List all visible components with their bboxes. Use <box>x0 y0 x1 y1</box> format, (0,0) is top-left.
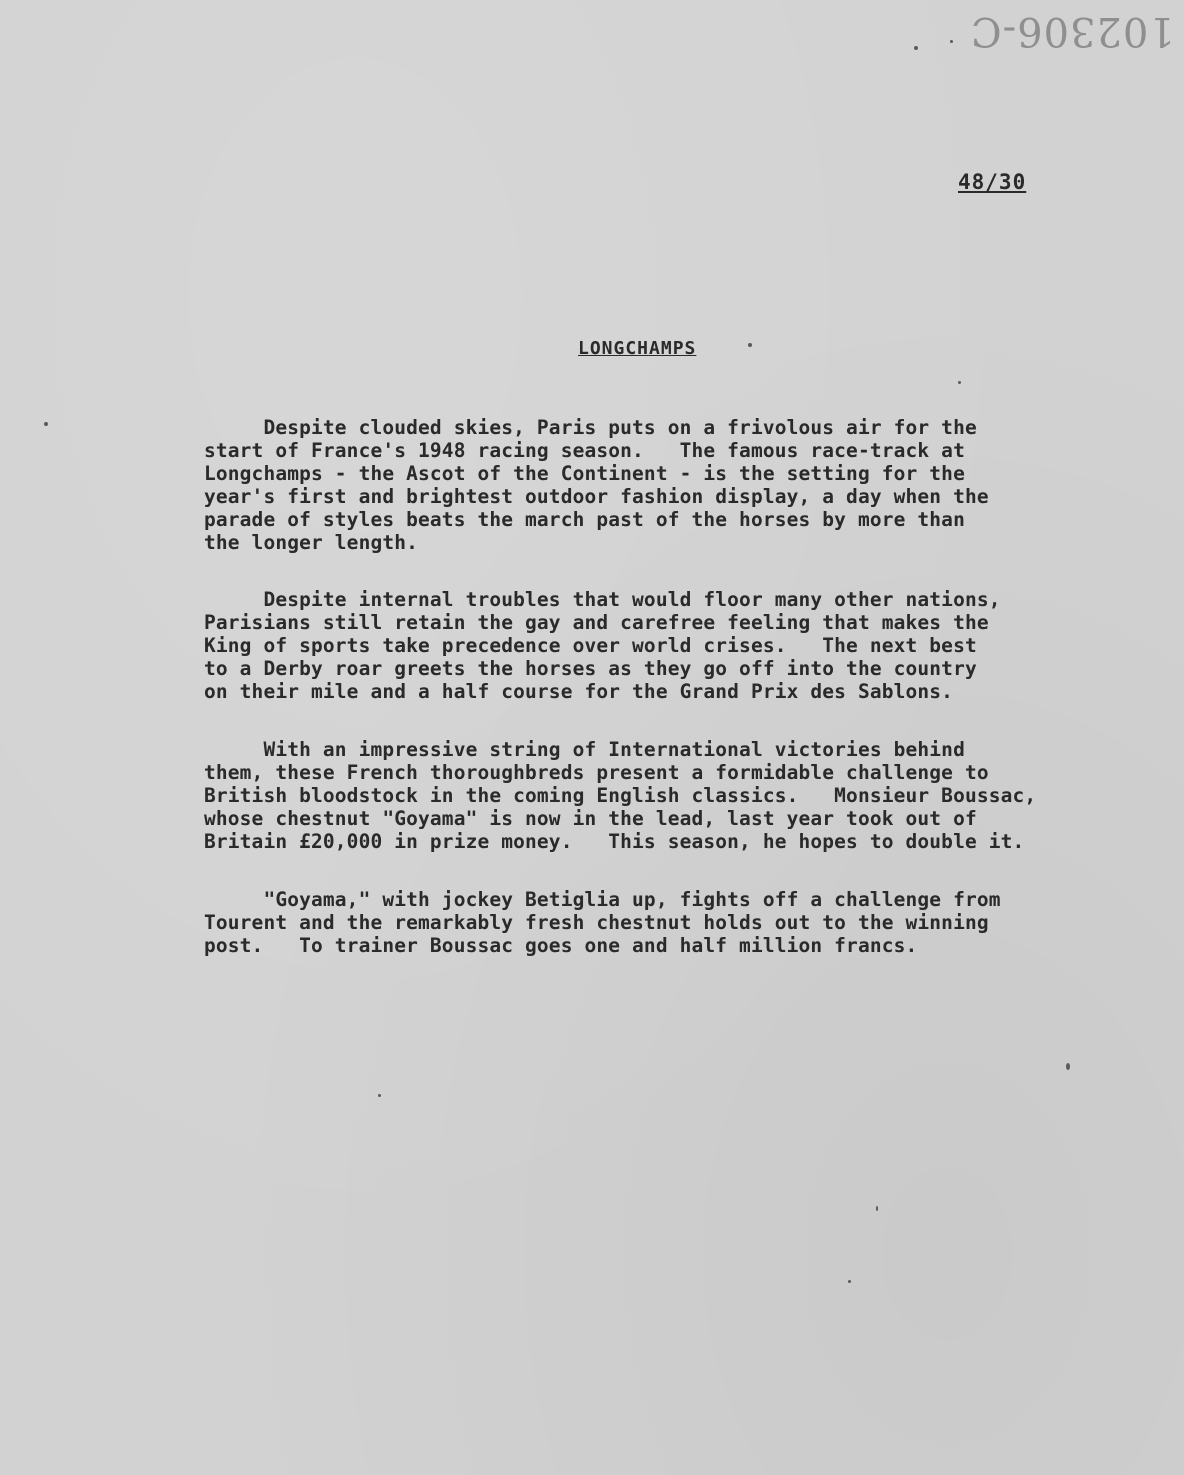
paper-speck <box>44 422 48 426</box>
paragraph-4: "Goyama," with jockey Betiglia up, fights off a challenge from Tourent and the remarkably fresh chestnut holds out to the winning post. To trainer Boussac goes one and half million francs. <box>204 888 1001 957</box>
paper-speck <box>958 381 961 384</box>
paragraph-3: With an impressive string of International victories behind them, these French thoroughbreds present a formidable challenge to British bloodstock in the coming English classics. Monsieur Boussac, whose chestnut "Goyama" is now in the lead, last year took out of Britain £20,000 in prize money. This season, he hopes to double it. <box>204 738 1037 853</box>
handwritten-archive-number: 102306-C <box>970 8 1175 54</box>
paper-speck <box>876 1206 878 1211</box>
document-title: LONGCHAMPS <box>578 338 697 359</box>
paper-speck <box>1066 1063 1070 1070</box>
paragraph-2: Despite internal troubles that would floor many other nations, Parisians still retain the gay and carefree feeling that makes the King of sports take precedence over world crises. The next best to a Derby roar greets the horses as they go off into the country on their mile and a half course for the Grand Prix des Sablons. <box>204 588 1001 703</box>
paper-speck <box>748 343 752 347</box>
paper-speck <box>914 46 918 50</box>
paper-speck <box>848 1280 851 1283</box>
paragraph-1: Despite clouded skies, Paris puts on a frivolous air for the start of France's 1948 racing season. The famous race-track at Longchamps - the Ascot of the Continent - is the setting for the year's first and brightest outdoor fashion display, a day when the parade of styles beats the march past of the horses by more than the longer length. <box>204 416 989 554</box>
paper-speck <box>378 1094 381 1097</box>
paper-speck <box>950 40 953 43</box>
reference-number: 48/30 <box>958 170 1027 194</box>
